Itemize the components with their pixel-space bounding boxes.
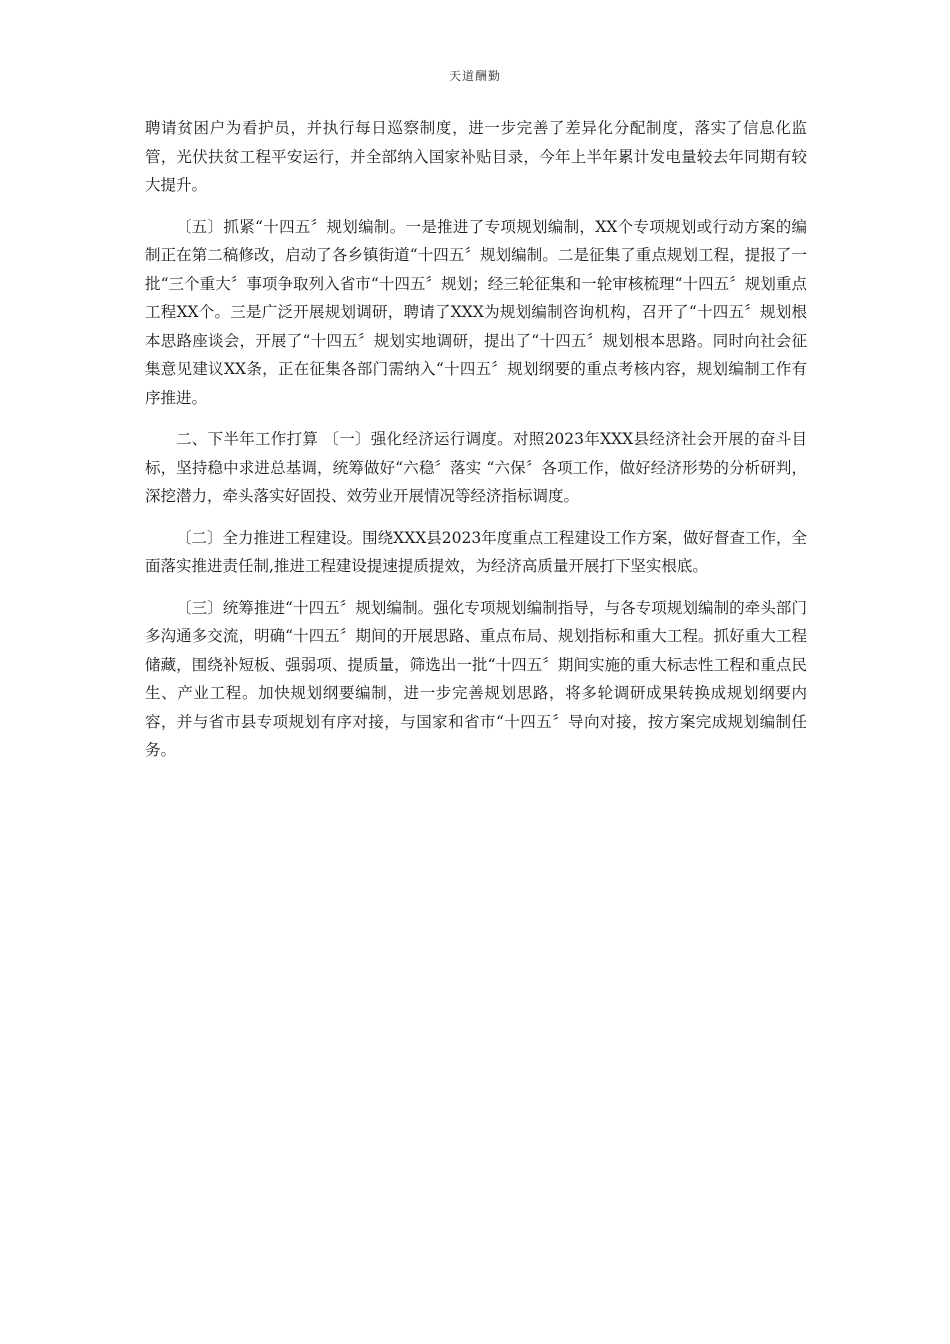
paragraph-section-five: 〔五〕抓紧“十四五〞规划编制。一是推进了专项规划编制，XX个专项规划或行动方案的编制正在第二稿修改，启动了各乡镇街道“十四五〞规划编制。二是征集了重点规划工程，提报了一批“三个重大〞事项争取列入省市“十四五〞规划；经三轮征集和一轮审核梳理“十四五〞规划重点工程XX个。三是广泛开展规划调研，聘请了XXX为规划编制咨询机构，召开了“十四五〞规划根本思路座谈会，开展了“十四五〞规划实地调研，提出了“十四五〞规划根本思路。同时向社会征集意见建议XX条，正在征集各部门需纳入“十四五〞规划纲要的重点考核内容，规划编制工作有序推进。 [145, 217, 807, 407]
document-body [145, 114, 807, 778]
page-header: 天道酬勤 [448, 69, 501, 83]
paragraph-planning-compilation: 〔三〕统筹推进“十四五〞规划编制。强化专项规划编制指导，与各专项规划编制的牵头部门多沟通多交流，明确“十四五〞期间的开展思路、重点布局、规划指标和重大工程。抓好重大工程储藏，围绕补短板、强弱项、提质量，筛选出一批“十四五〞期间实施的重大标志性工程和重点民生、产业工程。加快规划纲要编制，进一步完善规划思路，将多轮调研成果转换成规划纲要内容，并与省市县专项规划有序对接，与国家和省市“十四五〞导向对接，按方案完成规划编制任务。 [145, 598, 807, 759]
paragraph-second-half-plan: 二、下半年工作打算 〔一〕强化经济运行调度。对照2023年XXX县经济社会开展的奋斗目标，坚持稳中求进总基调，统筹做好“六稳〞落实 “六保〞各项工作，做好经济形势的分析研判，深挖潜力，牵头落实好固投、效劳业开展情况等经济指标调度。 [145, 430, 807, 505]
paragraph-continuation: 聘请贫困户为看护员，并执行每日巡察制度，进一步完善了差异化分配制度，落实了信息化监管，光伏扶贫工程平安运行，并全部纳入国家补贴目录，今年上半年累计发电量较去年同期有较大提升。 [145, 119, 807, 194]
paragraph-project-construction: 〔二〕全力推进工程建设。围绕XXX县2023年度重点工程建设工作方案，做好督查工作，全面落实推进责任制,推进工程建设提速提质提效，为经济高质量开展打下坚实根底。 [145, 528, 807, 575]
